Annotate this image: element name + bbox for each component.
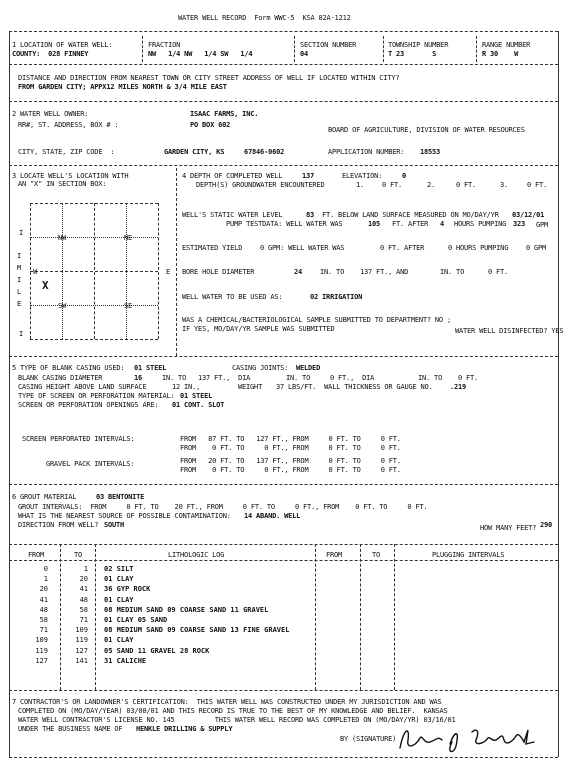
gravel-intervals-label: GRAVEL PACK INTERVALS: (46, 460, 135, 468)
screen-intervals-label: SCREEN PERFORATED INTERVALS: (22, 435, 135, 443)
pump-test-label: PUMP TESTDATA: WELL WATER WAS (226, 220, 343, 228)
log-from-cell: 0 (43, 565, 48, 573)
column-divider (142, 36, 143, 62)
certification-line: WATER WELL CONTRACTOR'S LICENSE NO. 145 THIS WATER WELL RECORD WAS COMPLETED ON (MO/DAY/YR) 03/16/01 (18, 716, 456, 724)
screen-interval-row: FROM 87 FT. TO 127 FT., FROM 0 FT. TO 0 FT. (180, 435, 401, 443)
bottom-border (9, 757, 558, 758)
pump-hours-value: 4 (440, 220, 445, 228)
form-title: WATER WELL RECORD Form WWC-5 KSA 82A-1212 (178, 14, 351, 22)
range-value: R 30 W (482, 50, 519, 58)
log-header-from: FROM (28, 551, 45, 559)
use-value: 02 IRRIGATION (310, 293, 363, 301)
fraction-value: NW 1/4 NW 1/4 SW 1/4 (148, 50, 253, 58)
township-value: T 23 S (388, 50, 437, 58)
how-many-feet-value: 290 (540, 521, 553, 529)
bore-to: IN. TO (320, 268, 345, 276)
grout-label: 6 GROUT MATERIAL (12, 493, 77, 501)
log-header-to-2: TO (372, 551, 381, 559)
distance-label: DISTANCE AND DIRECTION FROM NEAREST TOWN OR CITY STREET ADDRESS OF WELL IF LOCATED WITHIN CITY? (18, 74, 400, 82)
depth-label: 4 DEPTH OF COMPLETED WELL (182, 172, 283, 180)
log-to-cell: 71 (79, 616, 88, 624)
casing-height-label: CASING HEIGHT ABOVE LAND SURFACE (18, 383, 147, 391)
column-divider (176, 168, 177, 356)
application-value: 18553 (420, 148, 441, 156)
log-description-cell: 01 CLAY 05 SAND (104, 616, 168, 624)
log-from-cell: 20 (39, 585, 48, 593)
elevation-label: ELEVATION: (342, 172, 383, 180)
casing-type-value: 01 STEEL (134, 364, 167, 372)
log-from-cell: 58 (39, 616, 48, 624)
weight-label: WEIGHT (238, 383, 263, 391)
column-divider (294, 36, 295, 62)
log-to-cell: 41 (79, 585, 88, 593)
log-to-cell: 1 (83, 565, 88, 573)
casing-type-label: 5 TYPE OF BLANK CASING USED: (12, 364, 125, 372)
log-description-cell: 31 CALICHE (104, 657, 147, 665)
use-label: WELL WATER TO BE USED AS: (182, 293, 283, 301)
side-letter: I (19, 229, 24, 237)
gw-2-value: 0 FT. (456, 181, 477, 189)
log-description-cell: 08 MEDIUM SAND 09 COARSE SAND 11 GRAVEL (104, 606, 269, 614)
application-label: APPLICATION NUMBER: (328, 148, 405, 156)
pump-after-label: FT. AFTER (392, 220, 429, 228)
screen-interval-row: FROM 0 FT. TO 0 FT., FROM 0 FT. TO 0 FT. (180, 444, 401, 452)
gw-3-value: 0 FT. (527, 181, 548, 189)
pump-hours-label: HOURS PUMPING (454, 220, 507, 228)
casing-in3: IN. TO (418, 374, 443, 382)
static-level-tail: FT. BELOW LAND SURFACE MEASURED ON MO/DAY/YR (322, 211, 499, 219)
side-letter: E (17, 300, 22, 308)
section-number-value: 04 (300, 50, 309, 58)
log-from-cell: 48 (39, 606, 48, 614)
quadrant-nw: NW (58, 234, 67, 242)
county-value: COUNTY: 028 FINNEY (12, 50, 89, 58)
table-column-rule (360, 544, 361, 690)
bore-in2: IN. TO (440, 268, 465, 276)
section-divider (9, 690, 558, 691)
left-border (9, 31, 10, 757)
table-top-rule (9, 544, 558, 545)
log-to-cell: 58 (79, 606, 88, 614)
casing-joints-label: CASING JOINTS: (232, 364, 289, 372)
section-divider (9, 356, 558, 357)
openings-label: SCREEN OR PERFORATION OPENINGS ARE: (18, 401, 159, 409)
casing-diameter-value: 16 (134, 374, 143, 382)
gravel-interval-row: FROM 0 FT. TO 0 FT., FROM 0 FT. TO 0 FT. (180, 466, 401, 474)
west-marker: W (33, 268, 38, 276)
screen-type-label: TYPE OF SCREEN OR PERFORATION MATERIAL: (18, 392, 175, 400)
gw-3-label: 3. (500, 181, 509, 189)
log-to-cell: 119 (75, 636, 88, 644)
right-border (558, 31, 559, 757)
address-label: RR#, ST. ADDRESS, BOX # : (18, 121, 119, 129)
log-description-cell: 08 MEDIUM SAND 09 COARSE SAND 13 FINE GRAVEL (104, 626, 290, 634)
bore-ft: 137 FT., AND (360, 268, 409, 276)
log-header-plugging: PLUGGING INTERVALS (432, 551, 505, 559)
locate-label-2: AN "X" IN SECTION BOX: (18, 180, 107, 188)
table-column-rule (315, 544, 316, 690)
how-many-feet-label: HOW MANY FEET? (480, 524, 537, 532)
log-description-cell: 05 SAND 11 GRAVEL 28 ROCK (104, 647, 210, 655)
section-box (30, 203, 158, 339)
log-from-cell: 41 (39, 596, 48, 604)
screen-type-value: 01 STEEL (180, 392, 213, 400)
section-divider (9, 165, 558, 166)
certification-line: 7 CONTRACTOR'S OR LANDOWNER'S CERTIFICATION: THIS WATER WELL WAS CONSTRUCTED UNDER MY JURISDICTION AND WAS (12, 698, 442, 706)
log-from-cell: 119 (35, 647, 48, 655)
static-date: 03/12/01 (512, 211, 545, 219)
casing-in2: IN. TO (286, 374, 311, 382)
casing-diameter-label: BLANK CASING DIAMETER (18, 374, 103, 382)
gw-1-label: 1. (356, 181, 365, 189)
weight-value: 37 LBS/FT. WALL THICKNESS OR GAUGE NO. (276, 383, 433, 391)
chem-question: WAS A CHEMICAL/BACTERIOLOGICAL SAMPLE SUBMITTED TO DEPARTMENT? NO ; (182, 316, 451, 324)
casing-ft2: 0 FT., DIA (330, 374, 375, 382)
gauge-value: .219 (450, 383, 467, 391)
quadrant-sw: SW (58, 302, 67, 310)
zip-value: 67846-0602 (244, 148, 285, 156)
log-header-to: TO (74, 551, 83, 559)
well-location-mark: X (42, 279, 49, 292)
section-divider (9, 31, 558, 32)
openings-value: 01 CONT. SLOT (172, 401, 225, 409)
bore-value: 24 (294, 268, 303, 276)
certification-line: COMPLETED ON (MO/DAY/YEAR) 03/08/01 AND THIS RECORD IS TRUE TO THE BEST OF MY KNOWLEDGE AND BELIEF. KANSAS (18, 707, 448, 715)
section-divider (9, 101, 558, 102)
log-to-cell: 109 (75, 626, 88, 634)
column-divider (476, 36, 477, 62)
log-to-cell: 127 (75, 647, 88, 655)
casing-ft3: 0 FT. (458, 374, 479, 382)
casing-ft: 137 FT., DIA (198, 374, 251, 382)
township-label: TOWNSHIP NUMBER (388, 41, 449, 49)
quadrant-ne: NE (124, 234, 133, 242)
casing-joints-value: WELDED (296, 364, 321, 372)
table-column-rule (60, 544, 61, 690)
city-label: CITY, STATE, ZIP CODE : (18, 148, 115, 156)
groundwater-label: DEPTH(S) GROUNDWATER ENCOUNTERED (196, 181, 325, 189)
yield-ft: 0 FT. AFTER (380, 244, 425, 252)
bore-ft2: 0 FT. (488, 268, 509, 276)
side-letter: L (17, 288, 22, 296)
side-letter: I (19, 330, 24, 338)
yield-label: ESTIMATED YIELD (182, 244, 243, 252)
casing-to-label: IN. TO (162, 374, 187, 382)
business-name-value: HENKLE DRILLING & SUPPLY (136, 725, 233, 733)
yield-gpm: 0 GPM (526, 244, 547, 252)
range-label: RANGE NUMBER (482, 41, 531, 49)
yield-hours: 0 HOURS PUMPING (448, 244, 509, 252)
log-from-cell: 109 (35, 636, 48, 644)
depth-value: 137 (302, 172, 315, 180)
contamination-label: WHAT IS THE NEAREST SOURCE OF POSSIBLE CONTAMINATION: (18, 512, 231, 520)
yield-value: 0 GPM: WELL WATER WAS (260, 244, 345, 252)
address-value: PO BOX 602 (190, 121, 231, 129)
side-letter: M (17, 264, 22, 272)
owner-name: ISAAC FARMS, INC. (190, 110, 259, 118)
table-header-rule (9, 560, 558, 561)
board-label: BOARD OF AGRICULTURE, DIVISION OF WATER RESOURCES (328, 126, 525, 134)
log-header-from-2: FROM (326, 551, 343, 559)
contamination-value: 14 ABAND. WELL (244, 512, 301, 520)
log-header-lithologic: LITHOLOGIC LOG (168, 551, 225, 559)
direction-value: SOUTH (104, 521, 125, 529)
east-marker: E (166, 268, 171, 276)
location-label: 1 LOCATION OF WATER WELL: (12, 41, 113, 49)
log-from-cell: 127 (35, 657, 48, 665)
log-description-cell: 01 CLAY (104, 596, 134, 604)
static-level-value: 83 (306, 211, 315, 219)
locate-label: 3 LOCATE WELL'S LOCATION WITH (12, 172, 129, 180)
casing-height-value: 12 IN., (172, 383, 201, 391)
log-from-cell: 71 (39, 626, 48, 634)
log-to-cell: 48 (79, 596, 88, 604)
section-number-label: SECTION NUMBER (300, 41, 357, 49)
signature-image (394, 718, 544, 756)
static-level-label: WELL'S STATIC WATER LEVEL (182, 211, 283, 219)
side-letter: I (17, 252, 22, 260)
quadrant-se: SE (124, 302, 133, 310)
log-description-cell: 01 CLAY (104, 636, 134, 644)
section-divider (9, 64, 558, 65)
owner-label: 2 WATER WELL OWNER: (12, 110, 89, 118)
pump-ft-value: 105 (368, 220, 381, 228)
distance-value: FROM GARDEN CITY; APPX12 MILES NORTH & 3/4 MILE EAST (18, 83, 227, 91)
side-letter: I (17, 276, 22, 284)
chem-date-label: IF YES, MO/DAY/YR SAMPLE WAS SUBMITTED (182, 325, 335, 333)
business-name-label: UNDER THE BUSINESS NAME OF (18, 725, 123, 733)
log-to-cell: 20 (79, 575, 88, 583)
signature-label: BY (SIGNATURE) (340, 735, 397, 743)
log-to-cell: 141 (75, 657, 88, 665)
direction-label: DIRECTION FROM WELL? (18, 521, 99, 529)
gravel-interval-row: FROM 20 FT. TO 137 FT., FROM 0 FT. TO 0 FT. (180, 457, 401, 465)
pump-gpm-value: 323 (513, 220, 526, 228)
bore-label: BORE HOLE DIAMETER (182, 268, 255, 276)
grout-value: 03 BENTONITE (96, 493, 145, 501)
gw-2-label: 2. (427, 181, 436, 189)
table-column-rule (95, 544, 96, 690)
column-divider (383, 36, 384, 62)
log-description-cell: 01 CLAY (104, 575, 134, 583)
gpm-label: GPM (536, 221, 549, 229)
fraction-label: FRACTION (148, 41, 181, 49)
log-description-cell: 36 GYP ROCK (104, 585, 151, 593)
disinfected-label: WATER WELL DISINFECTED? YES (455, 327, 564, 335)
elevation-value: 0 (402, 172, 407, 180)
log-from-cell: 1 (43, 575, 48, 583)
grout-intervals: GROUT INTERVALS: FROM 0 FT. TO 20 FT., FROM 0 FT. TO 0 FT., FROM 0 FT. TO 0 FT. (18, 503, 428, 511)
city-value: GARDEN CITY, KS (164, 148, 225, 156)
log-description-cell: 02 SILT (104, 565, 134, 573)
section-divider (9, 484, 558, 485)
gw-1-value: 0 FT. (382, 181, 403, 189)
table-column-rule (394, 544, 395, 690)
